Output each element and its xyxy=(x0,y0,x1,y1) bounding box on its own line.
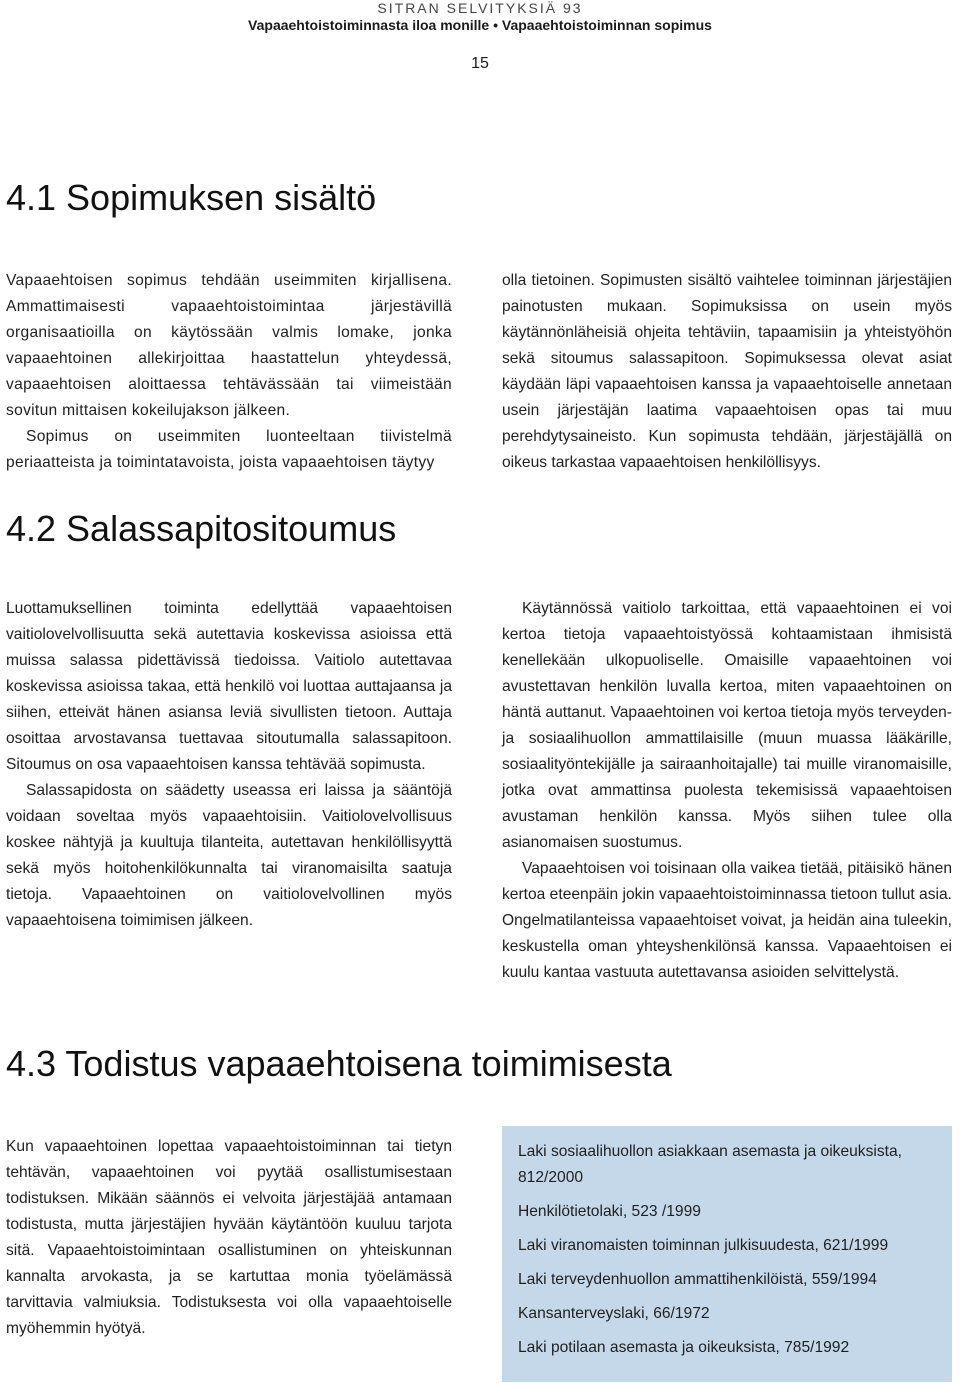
section-heading-4-3: 4.3 Todistus vapaaehtoisena toimimisesta xyxy=(6,1043,672,1084)
section-4-3-left-column xyxy=(6,1134,452,1342)
page-number: 15 xyxy=(471,55,489,72)
paragraph: olla tietoinen. Sopimusten sisältö vaihtelee toiminnan järjestäjien painotusten mukaan. Sopimuksissa on usein myös käytännönläheisiä ohjeita tehtäviin, tapaamisiin ja yhteistyöhön sekä sitoumus salassapitoon. Sopimuksessa olevat asiat käydään läpi vapaaehtoisen kanssa ja vapaaehtoiselle annetaan usein järjestäjän laatima vapaaehtoisen opas tai muu perehdytysaineisto. Kun sopimusta tehdään, järjestäjällä on oikeus tarkastaa vapaaehtoisen henkilöllisyys. xyxy=(502,272,952,471)
law-item: Laki sosiaalihuollon asiakkaan asemasta ja oikeuksista, 812/2000 xyxy=(518,1143,902,1186)
section-4-2-right-column xyxy=(502,596,952,986)
laws-info-box xyxy=(502,1126,952,1382)
section-4-2-left-column xyxy=(6,596,452,934)
law-item: Laki potilaan asemasta ja oikeuksista, 785/1992 xyxy=(518,1339,850,1356)
section-4-1-left-column xyxy=(6,268,452,476)
paragraph: Käytännössä vaitiolo tarkoittaa, että vapaaehtoinen ei voi kertoa tietoja vapaaehtoistyössä kohtaamistaan ihmisistä kenellekään ulkopuoliselle. Omaisille vapaaehtoinen voi avustettavan henkilön luvalla kertoa, miten vapaaehtoinen on häntä auttanut. Vapaaehtoinen voi kertoa tietoja myös terveyden- ja sosiaalihuollon ammattilaisille (muun muassa lääkärille, sosiaalityöntekijälle ja sairaanhoitajalle) tai muille viranomaisille, jotka ovat ammattinsa puolesta tekemisissä vapaaehtoisen avustaman henkilön kanssa. Myös siihen tulee olla asianomaisen suostumus. xyxy=(502,600,952,851)
paragraph: Sopimus on useimmiten luonteeltaan tiivistelmä periaatteista ja toimintatavoista, joista vapaaehtoisen täytyy xyxy=(6,428,452,471)
publication-series: SITRAN SELVITYKSIÄ 93 xyxy=(377,0,583,16)
law-item: Kansanterveyslaki, 66/1972 xyxy=(518,1305,710,1322)
paragraph: Vapaaehtoisen sopimus tehdään useimmiten kirjallisena. Ammattimaisesti vapaaehtoistoimintaa järjestävillä organisaatioilla on käytössään valmis lomake, jonka vapaaehtoinen allekirjoittaa haastattelun yhteydessä, vapaaehtoisen aloittaessa tehtävässään tai viimeistään sovitun mittaisen kokeilujakson jälkeen. xyxy=(6,272,452,419)
law-item: Laki terveydenhuollon ammattihenkilöistä, 559/1994 xyxy=(518,1271,877,1288)
paragraph: Luottamuksellinen toiminta edellyttää vapaaehtoisen vaitiolovelvollisuutta sekä autettavia koskevissa asioissa että muissa salassa pidettävissä tiedoissa. Vaitiolo autettavaa koskevissa asioissa takaa, että henkilö voi luottaa auttajaansa ja siihen, etteivät hänen asiansa leviä sivullisten tietoon. Auttaja osoittaa arvostavansa tuettavaa sitoutumalla salassapitoon. Sitoumus on osa vapaaehtoisen kanssa tehtävää sopimusta. xyxy=(6,600,452,773)
law-item: Laki viranomaisten toiminnan julkisuudesta, 621/1999 xyxy=(518,1237,889,1254)
law-item: Henkilötietolaki, 523 /1999 xyxy=(518,1203,701,1220)
running-header: Vapaaehtoistoiminnasta iloa monille • Vapaaehtoistoiminnan sopimus xyxy=(248,17,712,33)
paragraph: Kun vapaaehtoinen lopettaa vapaaehtoistoiminnan tai tietyn tehtävän, vapaaehtoinen voi pyytää osallistumisestaan todistuksen. Mikään säännös ei velvoita järjestäjää antamaan todistusta, mutta järjestäjien hyvään käytäntöön kuuluu tarjota sitä. Vapaaehtoistoimintaan osallistuminen on yhteiskunnan kannalta arvokasta, ja se kartuttaa monia työelämässä tarvittavia valmiuksia. Todistuksesta voi olla vapaaehtoiselle myöhemmin hyötyä. xyxy=(6,1138,452,1337)
section-heading-4-2: 4.2 Salassapitositoumus xyxy=(6,508,397,549)
paragraph: Vapaaehtoisen voi toisinaan olla vaikea tietää, pitäisikö hänen kertoa eteenpäin jokin vapaaehtoistoiminnassa tietoon tullut asia. Ongelmatilanteissa vapaaehtoiset voivat, ja heidän aina tuleekin, keskustella oman yhteyshenkilönsä kanssa. Vapaaehtoisen ei kuulu kantaa vastuuta autettavansa asioiden selvittelystä. xyxy=(502,860,952,981)
paragraph: Salassapidosta on säädetty useassa eri laissa ja sääntöjä voidaan soveltaa myös vapaaehtoisiin. Vaitiolovelvollisuus koskee nähtyjä ja kuultuja tilanteita, autettavan henkilöllisyyttä sekä myös hoitohenkilökunnalta tai viranomaisilta saatuja tietoja. Vapaaehtoinen on vaitiolovelvollinen myös vapaaehtoisena toimimisen jälkeen. xyxy=(6,782,452,929)
section-4-1-right-column xyxy=(502,268,952,476)
section-heading-4-1: 4.1 Sopimuksen sisältö xyxy=(6,177,377,218)
